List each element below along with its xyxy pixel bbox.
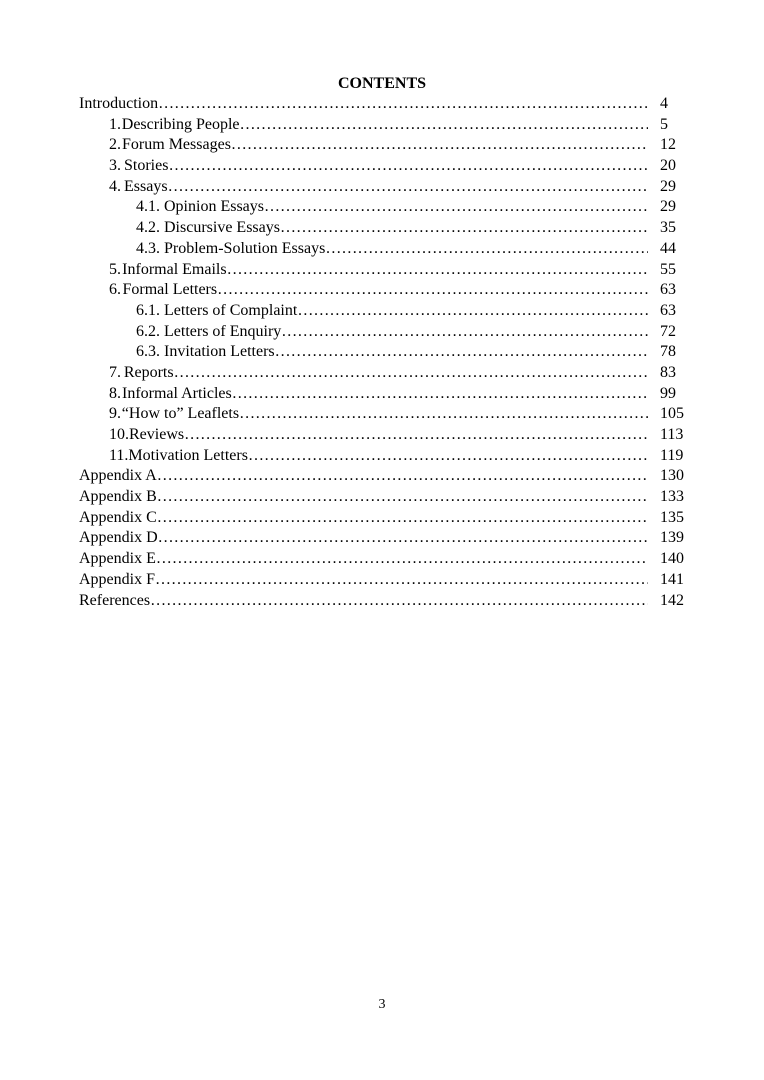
toc-leader-dots [217, 280, 648, 301]
toc-entry-label: Appendix C [79, 508, 157, 526]
toc-entry [79, 591, 688, 612]
toc-leader-dots [157, 508, 648, 529]
toc-entry [79, 135, 688, 156]
toc-entry [79, 115, 688, 136]
toc-entry-page: 140 [660, 550, 684, 568]
toc-entry-label: 6.2. Letters of Enquiry [136, 322, 282, 340]
toc-entry [79, 280, 688, 301]
toc-entry-label: Appendix E [79, 550, 156, 568]
toc-entry-page: 135 [660, 508, 684, 526]
toc-entry-page: 133 [660, 488, 684, 506]
toc-entry-label: 4.3. Problem-Solution Essays [136, 239, 326, 257]
toc-entry-label: Forum Messages [122, 136, 231, 154]
toc-entry [79, 570, 688, 591]
toc-entry-page: 130 [660, 467, 684, 485]
toc-entry-page: 142 [660, 591, 684, 609]
toc-entry [79, 528, 688, 549]
toc-entry-page: 20 [660, 157, 676, 175]
toc-entry-number: 9. [109, 405, 121, 423]
toc-entry-label: “How to” Leaflets [121, 405, 240, 423]
toc-entry [79, 404, 688, 425]
table-of-contents [79, 94, 688, 611]
toc-entry [79, 218, 688, 239]
toc-entry-number: 3. [109, 157, 121, 175]
toc-entry [79, 487, 688, 508]
toc-leader-dots [174, 363, 648, 384]
toc-entry-page: 119 [660, 446, 684, 464]
toc-leader-dots [155, 570, 648, 591]
toc-entry-number: 8. [109, 384, 121, 402]
page-title: CONTENTS [337, 75, 427, 92]
toc-leader-dots [227, 260, 648, 281]
toc-entry-number: 5. [109, 260, 121, 278]
toc-entry [79, 156, 688, 177]
toc-entry-label: Informal Articles [122, 384, 232, 402]
toc-leader-dots [231, 135, 648, 156]
toc-entry-label: Appendix B [79, 488, 157, 506]
toc-leader-dots [156, 549, 648, 570]
toc-entry-page: 55 [660, 260, 676, 278]
toc-leader-dots [297, 301, 648, 322]
toc-entry-page: 63 [660, 301, 676, 319]
toc-entry-page: 99 [660, 384, 676, 402]
toc-entry-label: Appendix D [79, 529, 158, 547]
toc-entry [79, 508, 688, 529]
toc-entry-page: 29 [660, 198, 676, 216]
toc-entry-page: 78 [660, 343, 676, 361]
toc-entry-label: Motivation Letters [128, 446, 248, 464]
toc-leader-dots [150, 591, 648, 612]
toc-entry [79, 239, 688, 260]
toc-entry-label: Stories [123, 157, 169, 175]
toc-leader-dots [158, 94, 648, 115]
toc-entry-label: Reviews [129, 426, 185, 443]
toc-leader-dots [248, 446, 648, 467]
toc-entry [79, 177, 688, 198]
toc-entry [79, 94, 688, 115]
toc-leader-dots [158, 528, 648, 549]
toc-leader-dots [232, 384, 648, 405]
toc-leader-dots [157, 487, 648, 508]
toc-entry-number: 10. [109, 426, 129, 443]
toc-entry-label: 4.1. Opinion Essays [136, 198, 264, 216]
toc-leader-dots [239, 404, 648, 425]
toc-entry [79, 342, 688, 363]
toc-entry-label: Describing People [121, 115, 240, 133]
toc-leader-dots [240, 115, 648, 136]
toc-entry [79, 425, 688, 446]
toc-entry-page: 35 [660, 219, 676, 237]
toc-entry [79, 384, 688, 405]
toc-leader-dots [168, 156, 648, 177]
toc-leader-dots [157, 466, 648, 487]
toc-entry-page: 83 [660, 363, 676, 381]
toc-entry-page: 5 [660, 115, 668, 133]
toc-leader-dots [168, 177, 648, 198]
toc-entry [79, 260, 688, 281]
toc-entry-page: 113 [660, 426, 684, 443]
toc-entry-number: 7. [109, 363, 121, 381]
toc-entry-page: 44 [660, 239, 676, 257]
toc-entry-label: Reports [123, 363, 174, 381]
toc-entry-label: References [79, 591, 151, 609]
toc-leader-dots [281, 322, 648, 343]
toc-entry-number: 1. [109, 115, 121, 133]
toc-entry-page: 29 [660, 177, 676, 195]
toc-entry-number: 4. [109, 177, 121, 195]
toc-entry [79, 322, 688, 343]
toc-entry-label: Appendix F [79, 570, 155, 588]
toc-leader-dots [184, 425, 648, 446]
toc-entry-label: Appendix A [79, 467, 157, 485]
toc-entry-number: 2. [109, 136, 121, 154]
toc-entry-page: 72 [660, 322, 676, 340]
toc-entry-page: 12 [660, 136, 676, 154]
toc-entry [79, 363, 688, 384]
toc-entry-label: 4.2. Discursive Essays [136, 219, 280, 237]
toc-entry-number: 6. [109, 281, 121, 299]
toc-entry-label: Informal Emails [122, 260, 227, 278]
toc-entry-page: 141 [660, 570, 684, 588]
toc-entry [79, 197, 688, 218]
toc-leader-dots [264, 197, 648, 218]
toc-entry-label: 6.3. Invitation Letters [136, 343, 275, 361]
toc-entry [79, 301, 688, 322]
toc-entry-label: Formal Letters [122, 281, 218, 299]
toc-entry-page: 105 [660, 405, 684, 423]
toc-entry-label: 6.1. Letters of Complaint [136, 301, 298, 319]
toc-entry [79, 446, 688, 467]
toc-entry-number: 11. [109, 446, 129, 464]
toc-leader-dots [325, 239, 648, 260]
toc-entry-page: 4 [660, 95, 668, 112]
toc-entry [79, 549, 688, 570]
toc-entry-page: 139 [660, 529, 684, 547]
toc-entry-page: 63 [660, 281, 676, 299]
toc-leader-dots [275, 342, 648, 363]
toc-entry-label: Introduction [79, 95, 159, 112]
toc-leader-dots [280, 218, 648, 239]
toc-entry [79, 466, 688, 487]
footer-page-number: 3 [378, 997, 386, 1012]
toc-entry-label: Essays [124, 177, 168, 195]
